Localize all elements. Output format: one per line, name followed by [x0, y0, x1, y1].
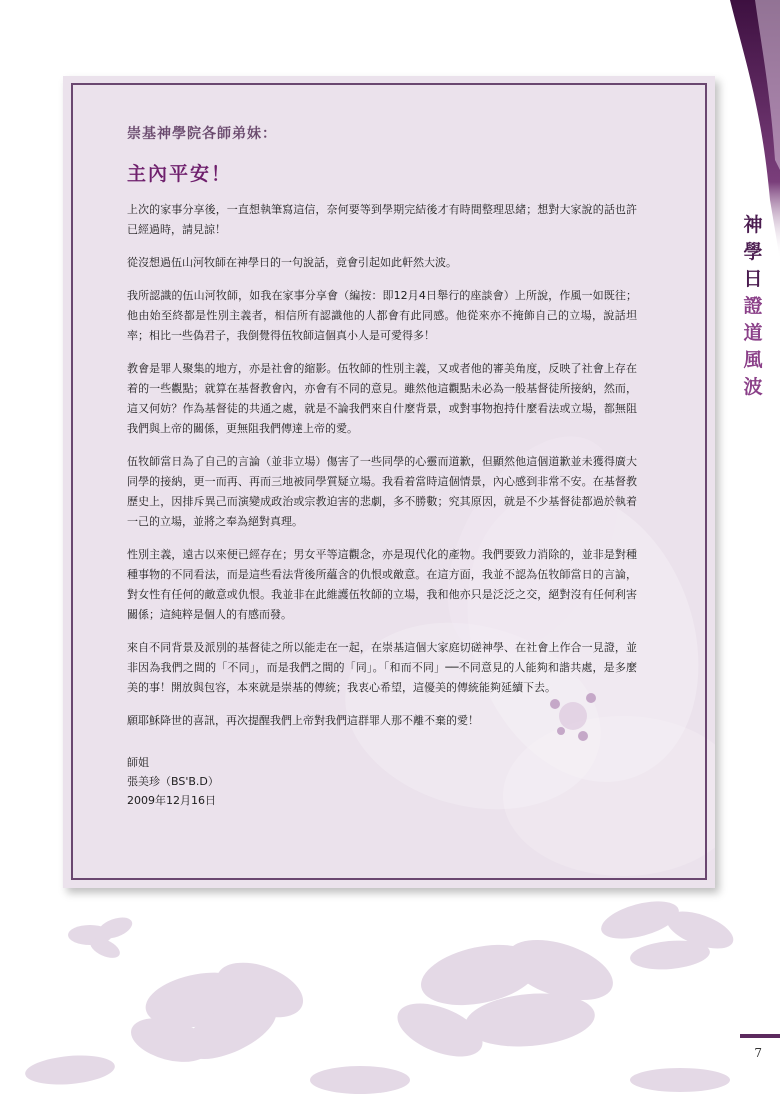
letter-body [127, 124, 637, 810]
letter-peace: 主內平安！ [127, 163, 233, 185]
signoff-name: 張美珍（BS'B.D） [127, 775, 219, 788]
letter-greeting: 崇基神學院各師弟妹： [127, 126, 277, 142]
letter-paragraph: 來自不同背景及派別的基督徒之所以能走在一起，在崇基這個大家庭切磋神學、在社會上作合一見證，並非因為我們之間的「不同」，而是我們之間的「同」。「和而不同」──不同意見的人能夠和諧共處，是多麼美的事！開放與包容，本來就是崇基的傳統；我衷心希望，這優美的傳統能夠延續下去。 [127, 641, 637, 694]
page-number: 7 [754, 1046, 762, 1060]
letter-paragraph: 伍牧師當日為了自己的言論（並非立場）傷害了一些同學的心靈而道歉，但顯然他這個道歉並未獲得廣大同學的接納，更一而再、再而三地被同學質疑立場。我看着當時這個情景，內心感到非常不安。在基督教歷史上，因排斥異己而演變成政治或宗教迫害的悲劇，多不勝數；究其原因，就是不少基督徒都過於執着一己的立場，並將之奉為絕對真理。 [127, 455, 637, 528]
letter-paragraph: 性別主義，遠古以來便已經存在；男女平等這觀念，亦是現代化的產物。我們要致力消除的，並非是對種種事物的不同看法，而是這些看法背後所蘊含的仇恨或敵意。在這方面，我並不認為伍牧師當日的言論，對女性有任何的敵意或仇恨。我並非在此維護伍牧師的立場，我和他亦只是泛泛之交，絕對沒有任何利害關係；這純粹是個人的有感而發。 [127, 548, 637, 621]
side-title-accent-char: 波 [743, 376, 763, 398]
page-number-bar [740, 1034, 780, 1038]
letter-card [63, 76, 715, 888]
letter-paragraph: 上次的家事分享後，一直想執筆寫這信，奈何要等到學期完結後才有時間整理思緒；想對大家說的話也許已經過時，請見諒！ [127, 203, 637, 236]
side-title-char: 學 [743, 241, 763, 263]
side-title [740, 212, 766, 401]
letter-signoff [127, 753, 637, 810]
letter-paragraph: 從沒想過伍山河牧師在神學日的一句說話，竟會引起如此軒然大波。 [127, 256, 457, 269]
signoff-title: 師姐 [127, 756, 149, 769]
side-title-accent-char: 證 [743, 295, 763, 317]
letter-paragraph: 教會是罪人聚集的地方，亦是社會的縮影。伍牧師的性別主義，又或者他的審美角度，反映了社會上存在着的一些觀點；就算在基督教會內，亦會有不同的意見。雖然他這觀點未必為一般基督徒所接納，然而，這又何妨？作為基督徒的共通之處，就是不論我們來自什麼背景，或對事物抱持什麼看法或立場，都無阻我們與上帝的關係，更無阻我們傳達上帝的愛。 [127, 362, 637, 435]
side-title-accent-char: 道 [743, 322, 763, 344]
side-title-accent-char: 風 [743, 349, 763, 371]
side-title-char: 日 [743, 268, 763, 290]
side-title-char: 神 [743, 214, 763, 236]
letter-paragraph: 我所認識的伍山河牧師，如我在家事分享會（編按：即12月4日舉行的座談會）上所說，作風一如既往；他由始至終都是性別主義者，相信所有認識他的人都會有此同感。他從來亦不掩飾自己的立場，說話坦率；相比一些偽君子，我倒覺得伍牧師這個真小人是可愛得多！ [127, 289, 637, 342]
signoff-date: 2009年12月16日 [127, 794, 216, 807]
letter-paragraph: 願耶穌降世的喜訊，再次提醒我們上帝對我們這群罪人那不離不棄的愛！ [127, 714, 479, 727]
petal-decoration [0, 880, 780, 1096]
